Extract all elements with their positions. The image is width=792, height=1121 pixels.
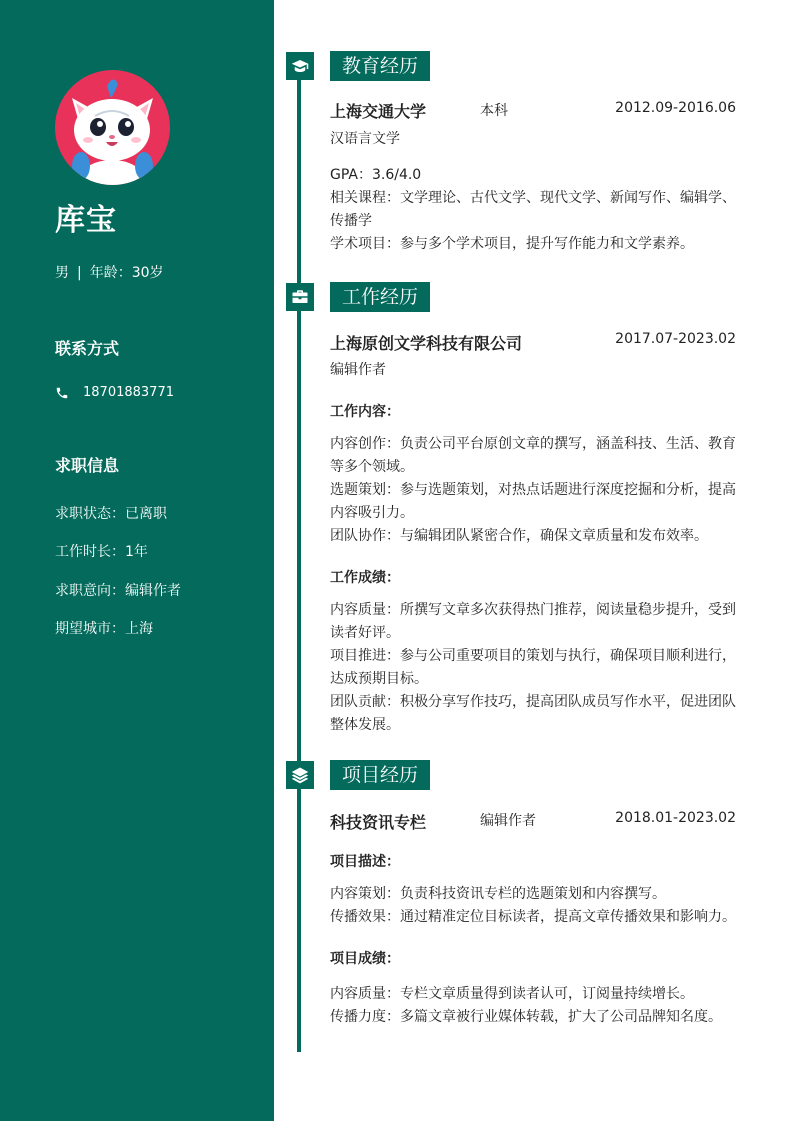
project-role: 编辑作者 — [480, 813, 536, 829]
work-content-item: 选题策划：参与选题策划，对热点话题进行深度挖掘和分析，提高内容吸引力。 — [330, 482, 736, 521]
age: 年龄：30岁 — [89, 265, 164, 281]
gender: 男 — [55, 265, 69, 281]
project-desc-item: 传播效果：通过精准定位目标读者，提高文章传播效果和影响力。 — [330, 909, 736, 925]
avatar — [55, 70, 170, 185]
graduation-cap-icon — [291, 57, 309, 75]
project-period: 2018.01-2023.02 — [615, 810, 736, 826]
job-status: 求职状态：已离职 — [55, 506, 167, 522]
related-courses: 相关课程：文学理论、古代文学、现代文学、新闻写作、编辑学、传播学 — [330, 190, 736, 229]
info-separator: | — [77, 265, 82, 281]
layers-icon — [291, 766, 309, 784]
project-name: 科技资讯专栏 — [330, 813, 427, 832]
project-desc-heading: 项目描述： — [330, 854, 400, 870]
contact-heading: 联系方式 — [55, 339, 120, 358]
project-description — [330, 883, 740, 929]
work-result-item: 项目推进：参与公司重要项目的策划与执行，确保项目顺利进行，达成预期目标。 — [330, 648, 736, 687]
work-content-heading: 工作内容： — [330, 404, 400, 420]
major: 汉语言文学 — [330, 131, 400, 147]
cat-mascot-icon — [55, 70, 170, 185]
timeline-line — [297, 58, 301, 1052]
academic-projects: 学术项目：参与多个学术项目，提升写作能力和文学素养。 — [330, 236, 694, 252]
work-duration: 工作时长：1年 — [55, 544, 148, 560]
project-results — [330, 983, 740, 1029]
sidebar — [0, 0, 274, 1121]
job-intention: 求职意向：编辑作者 — [55, 583, 181, 599]
project-icon-box — [286, 761, 314, 789]
work-results-heading: 工作成绩： — [330, 570, 400, 586]
work-result-item: 内容质量：所撰写文章多次获得热门推荐，阅读量稳步提升，受到读者好评。 — [330, 602, 736, 641]
work-icon-box — [286, 283, 314, 311]
expected-city: 期望城市：上海 — [55, 621, 153, 637]
school-name: 上海交通大学 — [330, 102, 427, 121]
education-icon-box — [286, 52, 314, 80]
education-details — [330, 164, 740, 256]
work-result-item: 团队贡献：积极分享写作技巧，提高团队成员写作水平，促进团队整体发展。 — [330, 694, 736, 733]
project-section-title: 项目经历 — [330, 760, 430, 790]
work-results — [330, 599, 740, 737]
basic-info — [55, 262, 164, 282]
work-section-title: 工作经历 — [330, 282, 430, 312]
project-desc-item: 内容策划：负责科技资讯专栏的选题策划和内容撰写。 — [330, 886, 666, 902]
gpa: GPA：3.6/4.0 — [330, 167, 422, 183]
education-period: 2012.09-2016.06 — [615, 100, 736, 116]
project-results-heading: 项目成绩： — [330, 951, 400, 967]
education-section-title: 教育经历 — [330, 51, 430, 81]
work-content-item: 团队协作：与编辑团队紧密合作，确保文章质量和发布效率。 — [330, 528, 708, 544]
phone-row — [55, 385, 174, 400]
candidate-name: 库宝 — [55, 203, 117, 238]
project-result-item: 内容质量：专栏文章质量得到读者认可，订阅量持续增长。 — [330, 986, 694, 1002]
project-result-item: 传播力度：多篇文章被行业媒体转载，扩大了公司品牌知名度。 — [330, 1009, 722, 1025]
work-content — [330, 433, 740, 548]
work-period: 2017.07-2023.02 — [615, 331, 736, 347]
job-role: 编辑作者 — [330, 362, 386, 378]
phone-icon — [55, 386, 69, 400]
company-name: 上海原创文学科技有限公司 — [330, 334, 523, 353]
job-heading: 求职信息 — [55, 456, 120, 475]
work-content-item: 内容创作：负责公司平台原创文章的撰写，涵盖科技、生活、教育等多个领域。 — [330, 436, 736, 475]
degree: 本科 — [480, 103, 508, 119]
briefcase-icon — [291, 288, 309, 306]
phone-number: 18701883771 — [83, 385, 174, 400]
